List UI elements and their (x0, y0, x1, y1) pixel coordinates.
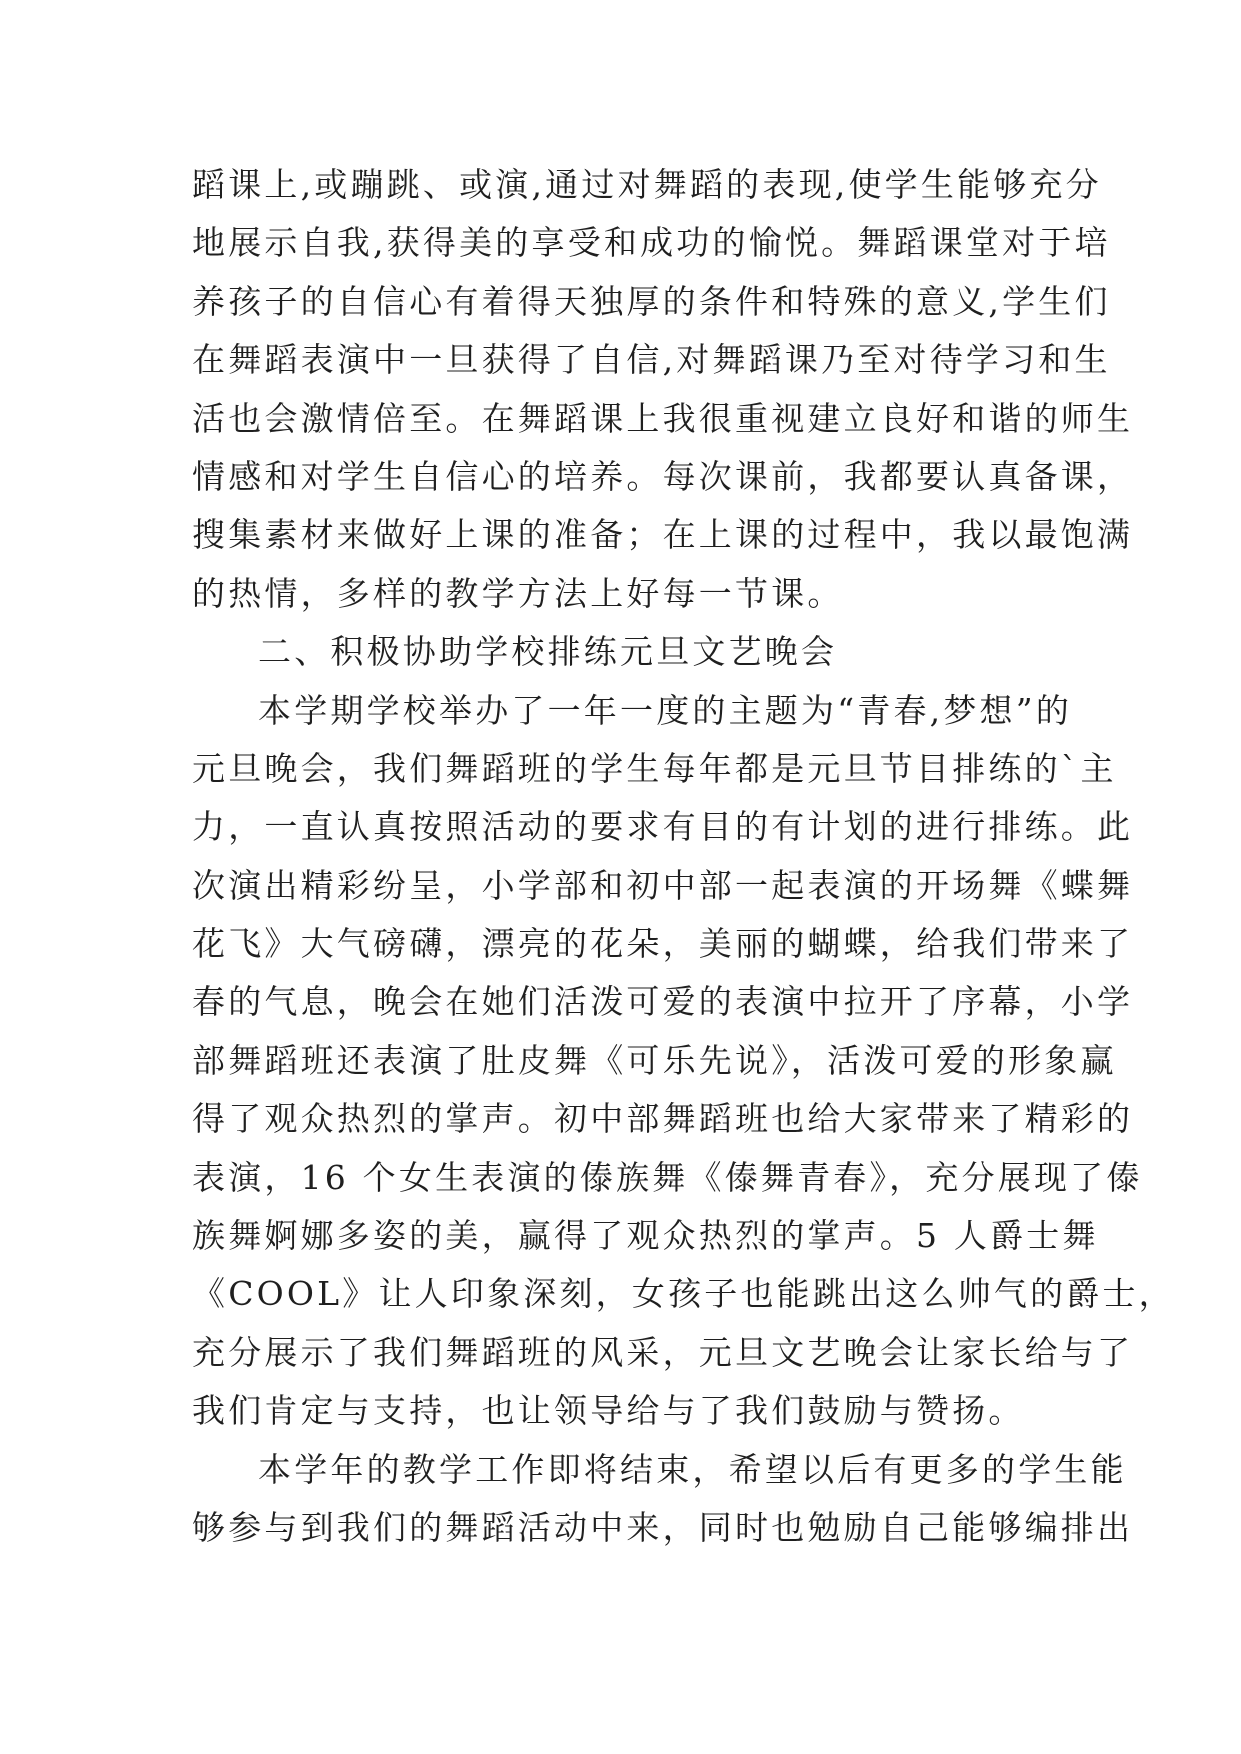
paragraph-line: 元旦晚会，我们舞蹈班的学生每年都是元旦节目排练的`主 (192, 748, 1117, 788)
paragraph-line: 部舞蹈班还表演了肚皮舞《可乐先说》，活泼可爱的形象赢 (192, 1040, 1117, 1080)
section-heading: 二、积极协助学校排练元旦文艺晚会 (258, 632, 838, 672)
paragraph-line: 力，一直认真按照活动的要求有目的有计划的进行排练。此 (192, 807, 1134, 847)
paragraph-line: 在舞蹈表演中一旦获得了自信,对舞蹈课乃至对待学习和生 (192, 340, 1111, 380)
paragraph-line: 本学年的教学工作即将结束，希望以后有更多的学生能 (258, 1449, 1127, 1489)
paragraph-line: 花飞》大气磅礴，漂亮的花朵，美丽的蝴蝶，给我们带来了 (192, 924, 1134, 964)
paragraph-line: 蹈课上,或蹦跳、或演,通过对舞蹈的表现,使学生能够充分 (192, 165, 1102, 204)
paragraph-line: 的热情，多样的教学方法上好每一节课。 (192, 573, 844, 613)
paragraph-line: 充分展示了我们舞蹈班的风采，元旦文艺晚会让家长给与了 (192, 1332, 1134, 1372)
paragraph-line: 《COOL》让人印象深刻，女孩子也能跳出这么帅气的爵士， (192, 1274, 1175, 1314)
paragraph-line: 搜集素材来做好上课的准备；在上课的过程中，我以最饱满 (192, 515, 1134, 555)
paragraph-line: 得了观众热烈的掌声。初中部舞蹈班也给大家带来了精彩的 (192, 1099, 1134, 1139)
paragraph-line: 情感和对学生自信心的培养。每次课前，我都要认真备课， (192, 456, 1134, 496)
paragraph-line: 本学期学校举办了一年一度的主题为“青春,梦想”的 (258, 690, 1073, 730)
paragraph-line: 族舞婀娜多姿的美，赢得了观众热烈的掌声。5 人爵士舞 (192, 1216, 1099, 1256)
paragraph-line: 春的气息，晚会在她们活泼可爱的表演中拉开了序幕，小学 (192, 982, 1134, 1022)
paragraph-line: 活也会激情倍至。在舞蹈课上我很重视建立良好和谐的师生 (192, 398, 1134, 438)
document-body (192, 156, 1175, 1557)
paragraph-line: 表演，16 个女生表演的傣族舞《傣舞青春》，充分展现了傣 (192, 1157, 1143, 1197)
paragraph-line: 地展示自我,获得美的享受和成功的愉悦。舞蹈课堂对于培 (192, 223, 1111, 263)
paragraph-line: 够参与到我们的舞蹈活动中来，同时也勉励自己能够编排出 (192, 1507, 1134, 1547)
paragraph-line: 次演出精彩纷呈，小学部和初中部一起表演的开场舞《蝶舞 (192, 865, 1134, 905)
paragraph-line: 我们肯定与支持，也让领导给与了我们鼓励与赞扬。 (192, 1391, 1025, 1431)
paragraph-line: 养孩子的自信心有着得天独厚的条件和特殊的意义,学生们 (192, 281, 1111, 321)
